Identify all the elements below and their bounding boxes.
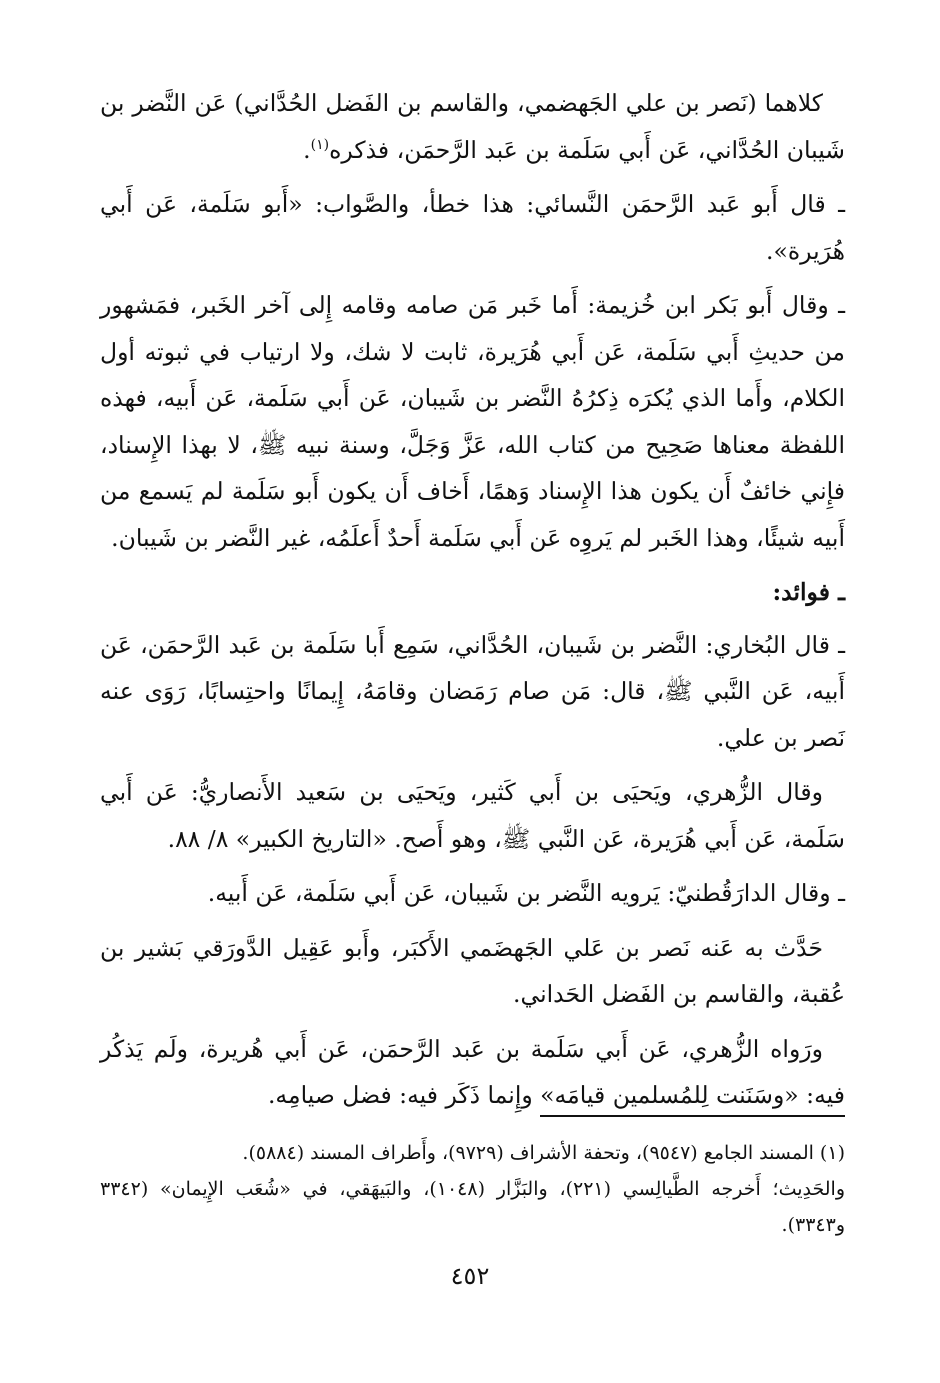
footnote-1-continued: والحَدِيث؛ أَخرجه الطَّيالِسي (٢٢١)، والبَزَّار (١٠٤٨)، والبَيهَقي، في «شُعَب الإِيمان» (٣٣٤٢ و٣٣٤٣).: [100, 1178, 846, 1236]
page-number: ٤٥٢: [450, 1262, 490, 1290]
main-text: [100, 80, 845, 1127]
paragraph-ibn-khuzaymah: ـ وقال أَبو بَكر ابن خُزيمة: أَما خَبر مَن صامه وقامه إِلى آخر الخَبر، فمَشهور من حديثِ أَبي سَلَمة، عَن أَبي هُرَيرة، ثابت لا شك، ولا ارتياب في ثبوته أول الكلام، وأَما الذي يُكرَه ذِكرُهُ النَّضر بن شَيبان، عَن أَبي سَلَمة، عَن أَبيه، فهذه اللفظة معناها صَحِيح من كتاب الله، عَزَّ وَجَلَّ، وسنة نبيه ﷺ، لا بهذا الإِسناد، فإِني خائفٌ أَن يكون هذا الإِسناد وَهمًا، أَخاف أَن يكون أَبو سَلَمة لم يَسمع من أَبيه شيئًا، وهذا الخَبر لم يَروِه عَن أَبي سَلَمة أَحدٌ أَعلَمُه، غير النَّضر بن شَيبان.: [100, 291, 845, 552]
paragraph-isnad-text: كلاهما (نَصر بن علي الجَهضمي، والقاسم بن الفَضل الحُدَّاني) عَن النَّضر بن شَيبان الحُدَّاني، عَن أَبي سَلَمة بن عَبد الرَّحمَن، فذكره: [100, 89, 845, 164]
paragraph-isnad: [100, 80, 845, 173]
paragraph-zuhri-narration: ورَواه الزُّهري، عَن أَبي سَلَمة بن عَبد الرَّحمَن، عَن أَبي هُريرة، ولَم يَذكُر فيه: «وسَنَنت لِلمُسلمين قيامَه» وإِنما ذَكَر فيه: فضل صيامِه.: [100, 1034, 845, 1109]
paragraph-zuhri: وقال الزُّهري، ويَحيَى بن أَبي كَثير، ويَحيَى بن سَعيد الأَنصاريُّ: عَن أَبي سَلَمة، عَن أَبي هُرَيرة، عَن النَّبي ﷺ، وهو أَصح. «التاريخ الكبير» ٨/ ٨٨.: [100, 778, 845, 853]
paragraph-bukhari: ـ قال البُخاري: النَّضر بن شَيبان، الحُدَّاني، سَمِع أَبا سَلَمة بن عَبد الرَّحمَن، عَن أَبيه، عَن النَّبي ﷺ، قال: مَن صام رَمَضان وقامَهُ، إِيمانًا واحتِسابًا، رَوَى عنه نَصر بن علي.: [100, 630, 845, 752]
section-heading-fawaid: ـ فوائد:: [772, 578, 845, 606]
paragraph-isnad-end: .: [303, 135, 311, 164]
paragraph-nasai: ـ قال أَبو عَبد الرَّحمَن النَّسائي: هذا خطأ، والصَّواب: «أَبو سَلَمة، عَن أَبي هُرَيرة».: [100, 190, 845, 265]
paragraph-daraqutni: ـ وقال الدارَقُطنيّ: يَرويه النَّضر بن شَيبان، عَن أَبي سَلَمة، عَن أَبيه.: [207, 879, 845, 907]
paragraph-narrators: حَدَّث به عَنه نَصر بن عَلي الجَهضَمي الأَكبَر، وأَبو عَقِيل الدَّورَقي بَشير بن عُقبة، والقاسم بن الفَضل الحَداني.: [100, 933, 845, 1008]
footnote-1: (١) المسند الجامع (٩٥٤٧)، وتحفة الأشراف (٩٧٢٩)، وأَطراف المسند (٥٨٨٤).: [242, 1142, 845, 1164]
footnotes: [100, 1115, 845, 1243]
footnote-reference[interactable]: (١): [310, 136, 330, 153]
footnote-divider: [540, 1115, 845, 1117]
